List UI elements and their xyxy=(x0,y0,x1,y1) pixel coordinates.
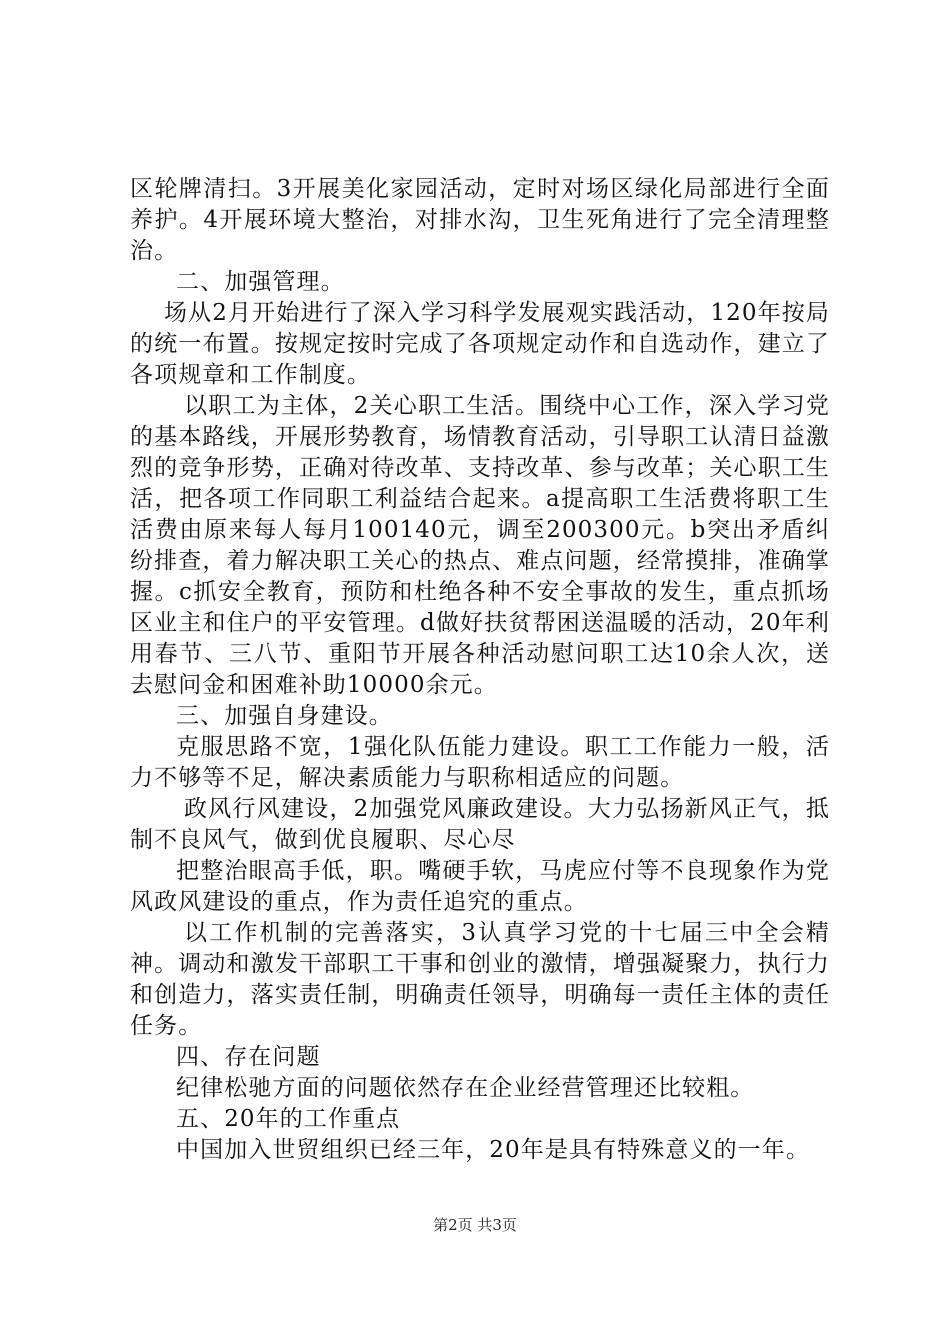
paragraph-4: 以职工为主体，2关心职工生活。围绕中心工作，深入学习党的基本路线，开展形势教育，场情教育活动，引导职工认清日益激烈的竞争形势，正确对待改革、支持改革、参与改革；关心职工生活，把各项工作同职工利益结合起来。a提高职工生活费将职工生活费由原来每人每月100140元，调至200300元。b突出矛盾纠纷排查，着力解决职工关心的热点、难点问题，经常摸排，准确掌握。c抓安全教育，预防和杜绝各种不安全事故的发生，重点抓场区业主和住户的平安管理。d做好扶贫帮困送温暖的活动，20年利用春节、三八节、重阳节开展各种活动慰问职工达10余人次，送去慰问金和困难补助10000余元。 xyxy=(130,393,830,698)
section-heading-3: 三、加强自身建设。 xyxy=(176,703,393,729)
paragraph-3: 场从2月开始进行了深入学习科学发展观实践活动，120年按局的统一布置。按规定按时完成了各项规定动作和自选动作，建立了各项规章和工作制度。 xyxy=(130,300,830,388)
paragraph-7: 政风行风建设，2加强党风廉政建设。大力弘扬新风正气，抵制不良风气，做到优良履职、尽心尽 xyxy=(130,796,830,853)
section-heading-5: 五、20年的工作重点 xyxy=(176,1106,401,1132)
paragraph-8: 把整治眼高手低，职。嘴硬手软，马虎应付等不良现象作为党风政风建设的重点，作为责任追究的重点。 xyxy=(130,858,830,915)
section-heading-2: 二、加强管理。 xyxy=(176,269,345,295)
paragraph-11: 纪律松驰方面的问题依然存在企业经营管理还比较粗。 xyxy=(176,1075,755,1101)
section-heading-4: 四、存在问题 xyxy=(176,1044,321,1070)
paragraph-9: 以工作机制的完善落实，3认真学习党的十七届三中全会精神。调动和激发干部职工干事和创业的激情，增强凝聚力，执行力和创造力，落实责任制，明确责任领导，明确每一责任主体的责任任务。 xyxy=(130,920,830,1039)
document-body xyxy=(130,174,830,1166)
paragraph-13: 中国加入世贸组织已经三年，20年是具有特殊意义的一年。 xyxy=(176,1137,810,1163)
paragraph-1: 区轮牌清扫。3开展美化家园活动，定时对场区绿化局部进行全面养护。4开展环境大整治，对排水沟，卫生死角进行了完全清理整治。 xyxy=(130,176,830,264)
page-number-footer: 第2页 共3页 xyxy=(433,1216,517,1234)
paragraph-6: 克服思路不宽，1强化队伍能力建设。职工工作能力一般，活力不够等不足，解决素质能力与职称相适应的问题。 xyxy=(130,734,830,791)
